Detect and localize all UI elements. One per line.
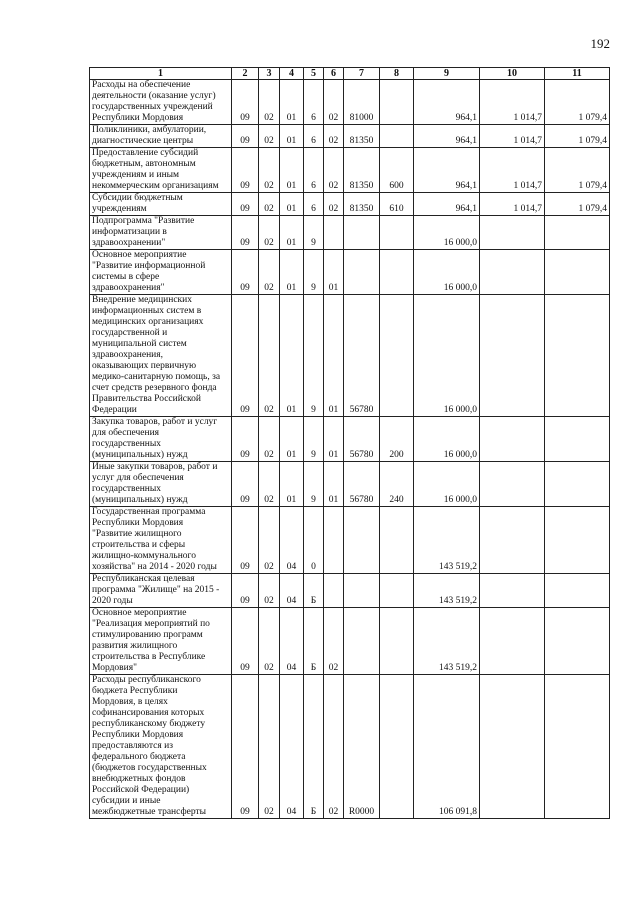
row-name: Республиканская целевая программа "Жилище" на 2015 - 2020 годы: [90, 574, 232, 608]
table-row: [90, 250, 610, 295]
cell-col9: 106 091,8: [414, 675, 480, 819]
cell-col10: [480, 216, 545, 250]
table-row: [90, 675, 610, 819]
cell-col4: 01: [280, 462, 304, 507]
cell-col6: 02: [324, 675, 344, 819]
cell-col11: [545, 574, 610, 608]
cell-col6: 02: [324, 193, 344, 216]
cell-col2: 09: [232, 417, 259, 462]
cell-col10: [480, 507, 545, 574]
cell-col3: 02: [259, 417, 280, 462]
cell-col9: 143 519,2: [414, 507, 480, 574]
cell-col3: 02: [259, 608, 280, 675]
cell-col3: 02: [259, 507, 280, 574]
cell-col6: [324, 507, 344, 574]
row-name: Иные закупки товаров, работ и услуг для обеспечения государственных (муниципальных) нужд: [90, 462, 232, 507]
row-name: Расходы республиканского бюджета Республики Мордовия, в целях софинансирования которых республиканскому бюджету Республики Мордовия предоставляются из федерального бюджета (бюджетов государственных внебюджетных фондов Российской Федерации) субсидии и иные межбюджетные трансферты: [90, 675, 232, 819]
table-row: [90, 462, 610, 507]
cell-col11: [545, 295, 610, 417]
cell-col3: 02: [259, 80, 280, 125]
cell-col2: 09: [232, 295, 259, 417]
cell-col11: [545, 250, 610, 295]
cell-col7: 56780: [344, 295, 380, 417]
table-row: [90, 125, 610, 148]
cell-col5: 6: [304, 80, 324, 125]
row-name: Основное мероприятие "Реализация мероприятий по стимулированию программ развития жилищного строительства в Республике Мордовия": [90, 608, 232, 675]
cell-col3: 02: [259, 125, 280, 148]
cell-col9: 964,1: [414, 125, 480, 148]
cell-col5: 0: [304, 507, 324, 574]
cell-col10: 1 014,7: [480, 148, 545, 193]
cell-col9: 964,1: [414, 80, 480, 125]
row-name: Государственная программа Республики Мордовия "Развитие жилищного строительства и сферы жилищно-коммунального хозяйства" на 2014 - 2020 годы: [90, 507, 232, 574]
cell-col4: 01: [280, 250, 304, 295]
cell-col4: 04: [280, 608, 304, 675]
cell-col2: 09: [232, 574, 259, 608]
table-row: [90, 193, 610, 216]
table-row: [90, 80, 610, 125]
cell-col6: 02: [324, 148, 344, 193]
column-header: 1: [90, 68, 232, 80]
column-header: 8: [380, 68, 414, 80]
cell-col8: [380, 250, 414, 295]
cell-col5: 9: [304, 462, 324, 507]
cell-col7: R0000: [344, 675, 380, 819]
cell-col4: 04: [280, 507, 304, 574]
cell-col4: 04: [280, 574, 304, 608]
cell-col6: [324, 216, 344, 250]
cell-col8: 200: [380, 417, 414, 462]
cell-col4: 04: [280, 675, 304, 819]
cell-col5: 6: [304, 125, 324, 148]
cell-col10: [480, 608, 545, 675]
budget-table: [89, 67, 610, 819]
cell-col5: 9: [304, 417, 324, 462]
cell-col5: 6: [304, 193, 324, 216]
cell-col7: 56780: [344, 462, 380, 507]
cell-col3: 02: [259, 148, 280, 193]
cell-col4: 01: [280, 216, 304, 250]
cell-col6: 01: [324, 462, 344, 507]
cell-col10: [480, 675, 545, 819]
column-header: 4: [280, 68, 304, 80]
cell-col6: 02: [324, 608, 344, 675]
table-row: [90, 574, 610, 608]
page-number: 192: [590, 36, 610, 51]
cell-col9: 16 000,0: [414, 462, 480, 507]
cell-col2: 09: [232, 507, 259, 574]
table-row: [90, 148, 610, 193]
cell-col3: 02: [259, 295, 280, 417]
cell-col6: 01: [324, 295, 344, 417]
cell-col11: [545, 216, 610, 250]
cell-col10: 1 014,7: [480, 193, 545, 216]
cell-col7: [344, 608, 380, 675]
cell-col2: 09: [232, 80, 259, 125]
cell-col8: [380, 507, 414, 574]
cell-col3: 02: [259, 574, 280, 608]
cell-col11: 1 079,4: [545, 125, 610, 148]
cell-col9: 16 000,0: [414, 295, 480, 417]
table-row: [90, 507, 610, 574]
cell-col10: 1 014,7: [480, 125, 545, 148]
cell-col4: 01: [280, 148, 304, 193]
column-header: 11: [545, 68, 610, 80]
cell-col7: 56780: [344, 417, 380, 462]
column-header: 5: [304, 68, 324, 80]
row-name: Субсидии бюджетным учреждениям: [90, 193, 232, 216]
cell-col9: 143 519,2: [414, 608, 480, 675]
cell-col6: 02: [324, 80, 344, 125]
cell-col7: [344, 574, 380, 608]
cell-col4: 01: [280, 417, 304, 462]
cell-col6: 01: [324, 250, 344, 295]
cell-col11: 1 079,4: [545, 80, 610, 125]
cell-col8: [380, 608, 414, 675]
row-name: Подпрограмма "Развитие информатизации в здравоохранении": [90, 216, 232, 250]
cell-col5: 9: [304, 216, 324, 250]
cell-col11: [545, 608, 610, 675]
cell-col7: 81350: [344, 148, 380, 193]
row-name: Предоставление субсидий бюджетным, автономным учреждениям и иным некоммерческим организациям: [90, 148, 232, 193]
cell-col2: 09: [232, 675, 259, 819]
cell-col10: [480, 417, 545, 462]
cell-col8: [380, 574, 414, 608]
cell-col7: 81350: [344, 125, 380, 148]
table-row: [90, 295, 610, 417]
column-header: 7: [344, 68, 380, 80]
cell-col7: [344, 250, 380, 295]
cell-col4: 01: [280, 295, 304, 417]
table-row: [90, 417, 610, 462]
cell-col9: 964,1: [414, 148, 480, 193]
column-header: 6: [324, 68, 344, 80]
cell-col11: [545, 417, 610, 462]
cell-col3: 02: [259, 193, 280, 216]
cell-col3: 02: [259, 216, 280, 250]
cell-col5: Б: [304, 574, 324, 608]
cell-col6: 01: [324, 417, 344, 462]
column-header: 3: [259, 68, 280, 80]
cell-col9: 16 000,0: [414, 216, 480, 250]
column-header: 9: [414, 68, 480, 80]
cell-col10: [480, 462, 545, 507]
cell-col10: [480, 574, 545, 608]
cell-col8: [380, 216, 414, 250]
cell-col4: 01: [280, 193, 304, 216]
cell-col3: 02: [259, 462, 280, 507]
header-row: [90, 68, 610, 80]
table-row: [90, 216, 610, 250]
cell-col11: 1 079,4: [545, 193, 610, 216]
cell-col11: [545, 507, 610, 574]
cell-col8: 240: [380, 462, 414, 507]
cell-col11: 1 079,4: [545, 148, 610, 193]
cell-col2: 09: [232, 125, 259, 148]
cell-col2: 09: [232, 216, 259, 250]
cell-col10: [480, 295, 545, 417]
cell-col6: 02: [324, 125, 344, 148]
cell-col4: 01: [280, 125, 304, 148]
cell-col6: [324, 574, 344, 608]
row-name: Расходы на обеспечение деятельности (оказание услуг) государственных учреждений Республики Мордовия: [90, 80, 232, 125]
cell-col3: 02: [259, 675, 280, 819]
cell-col4: 01: [280, 80, 304, 125]
cell-col10: [480, 250, 545, 295]
cell-col2: 09: [232, 193, 259, 216]
cell-col8: [380, 80, 414, 125]
cell-col7: [344, 507, 380, 574]
cell-col9: 16 000,0: [414, 417, 480, 462]
cell-col8: [380, 125, 414, 148]
cell-col9: 964,1: [414, 193, 480, 216]
cell-col11: [545, 462, 610, 507]
cell-col2: 09: [232, 148, 259, 193]
row-name: Поликлиники, амбулатории, диагностические центры: [90, 125, 232, 148]
row-name: Закупка товаров, работ и услуг для обеспечения государственных (муниципальных) нужд: [90, 417, 232, 462]
cell-col7: 81350: [344, 193, 380, 216]
cell-col7: 81000: [344, 80, 380, 125]
column-header: 2: [232, 68, 259, 80]
cell-col8: [380, 675, 414, 819]
cell-col5: 9: [304, 295, 324, 417]
cell-col9: 16 000,0: [414, 250, 480, 295]
cell-col8: 600: [380, 148, 414, 193]
cell-col10: 1 014,7: [480, 80, 545, 125]
cell-col5: Б: [304, 675, 324, 819]
cell-col3: 02: [259, 250, 280, 295]
cell-col5: 9: [304, 250, 324, 295]
cell-col2: 09: [232, 250, 259, 295]
cell-col2: 09: [232, 462, 259, 507]
cell-col11: [545, 675, 610, 819]
column-header: 10: [480, 68, 545, 80]
cell-col2: 09: [232, 608, 259, 675]
cell-col8: 610: [380, 193, 414, 216]
cell-col9: 143 519,2: [414, 574, 480, 608]
cell-col8: [380, 295, 414, 417]
cell-col7: [344, 216, 380, 250]
table-row: [90, 608, 610, 675]
cell-col5: Б: [304, 608, 324, 675]
row-name: Основное мероприятие "Развитие информационной системы в сфере здравоохранения": [90, 250, 232, 295]
row-name: Внедрение медицинских информационных систем в медицинских организациях государственной и муниципальной систем здравоохранения, оказывающих первичную медико-санитарную помощь, за счет средств резервного фонда Правительства Российской Федерации: [90, 295, 232, 417]
cell-col5: 6: [304, 148, 324, 193]
